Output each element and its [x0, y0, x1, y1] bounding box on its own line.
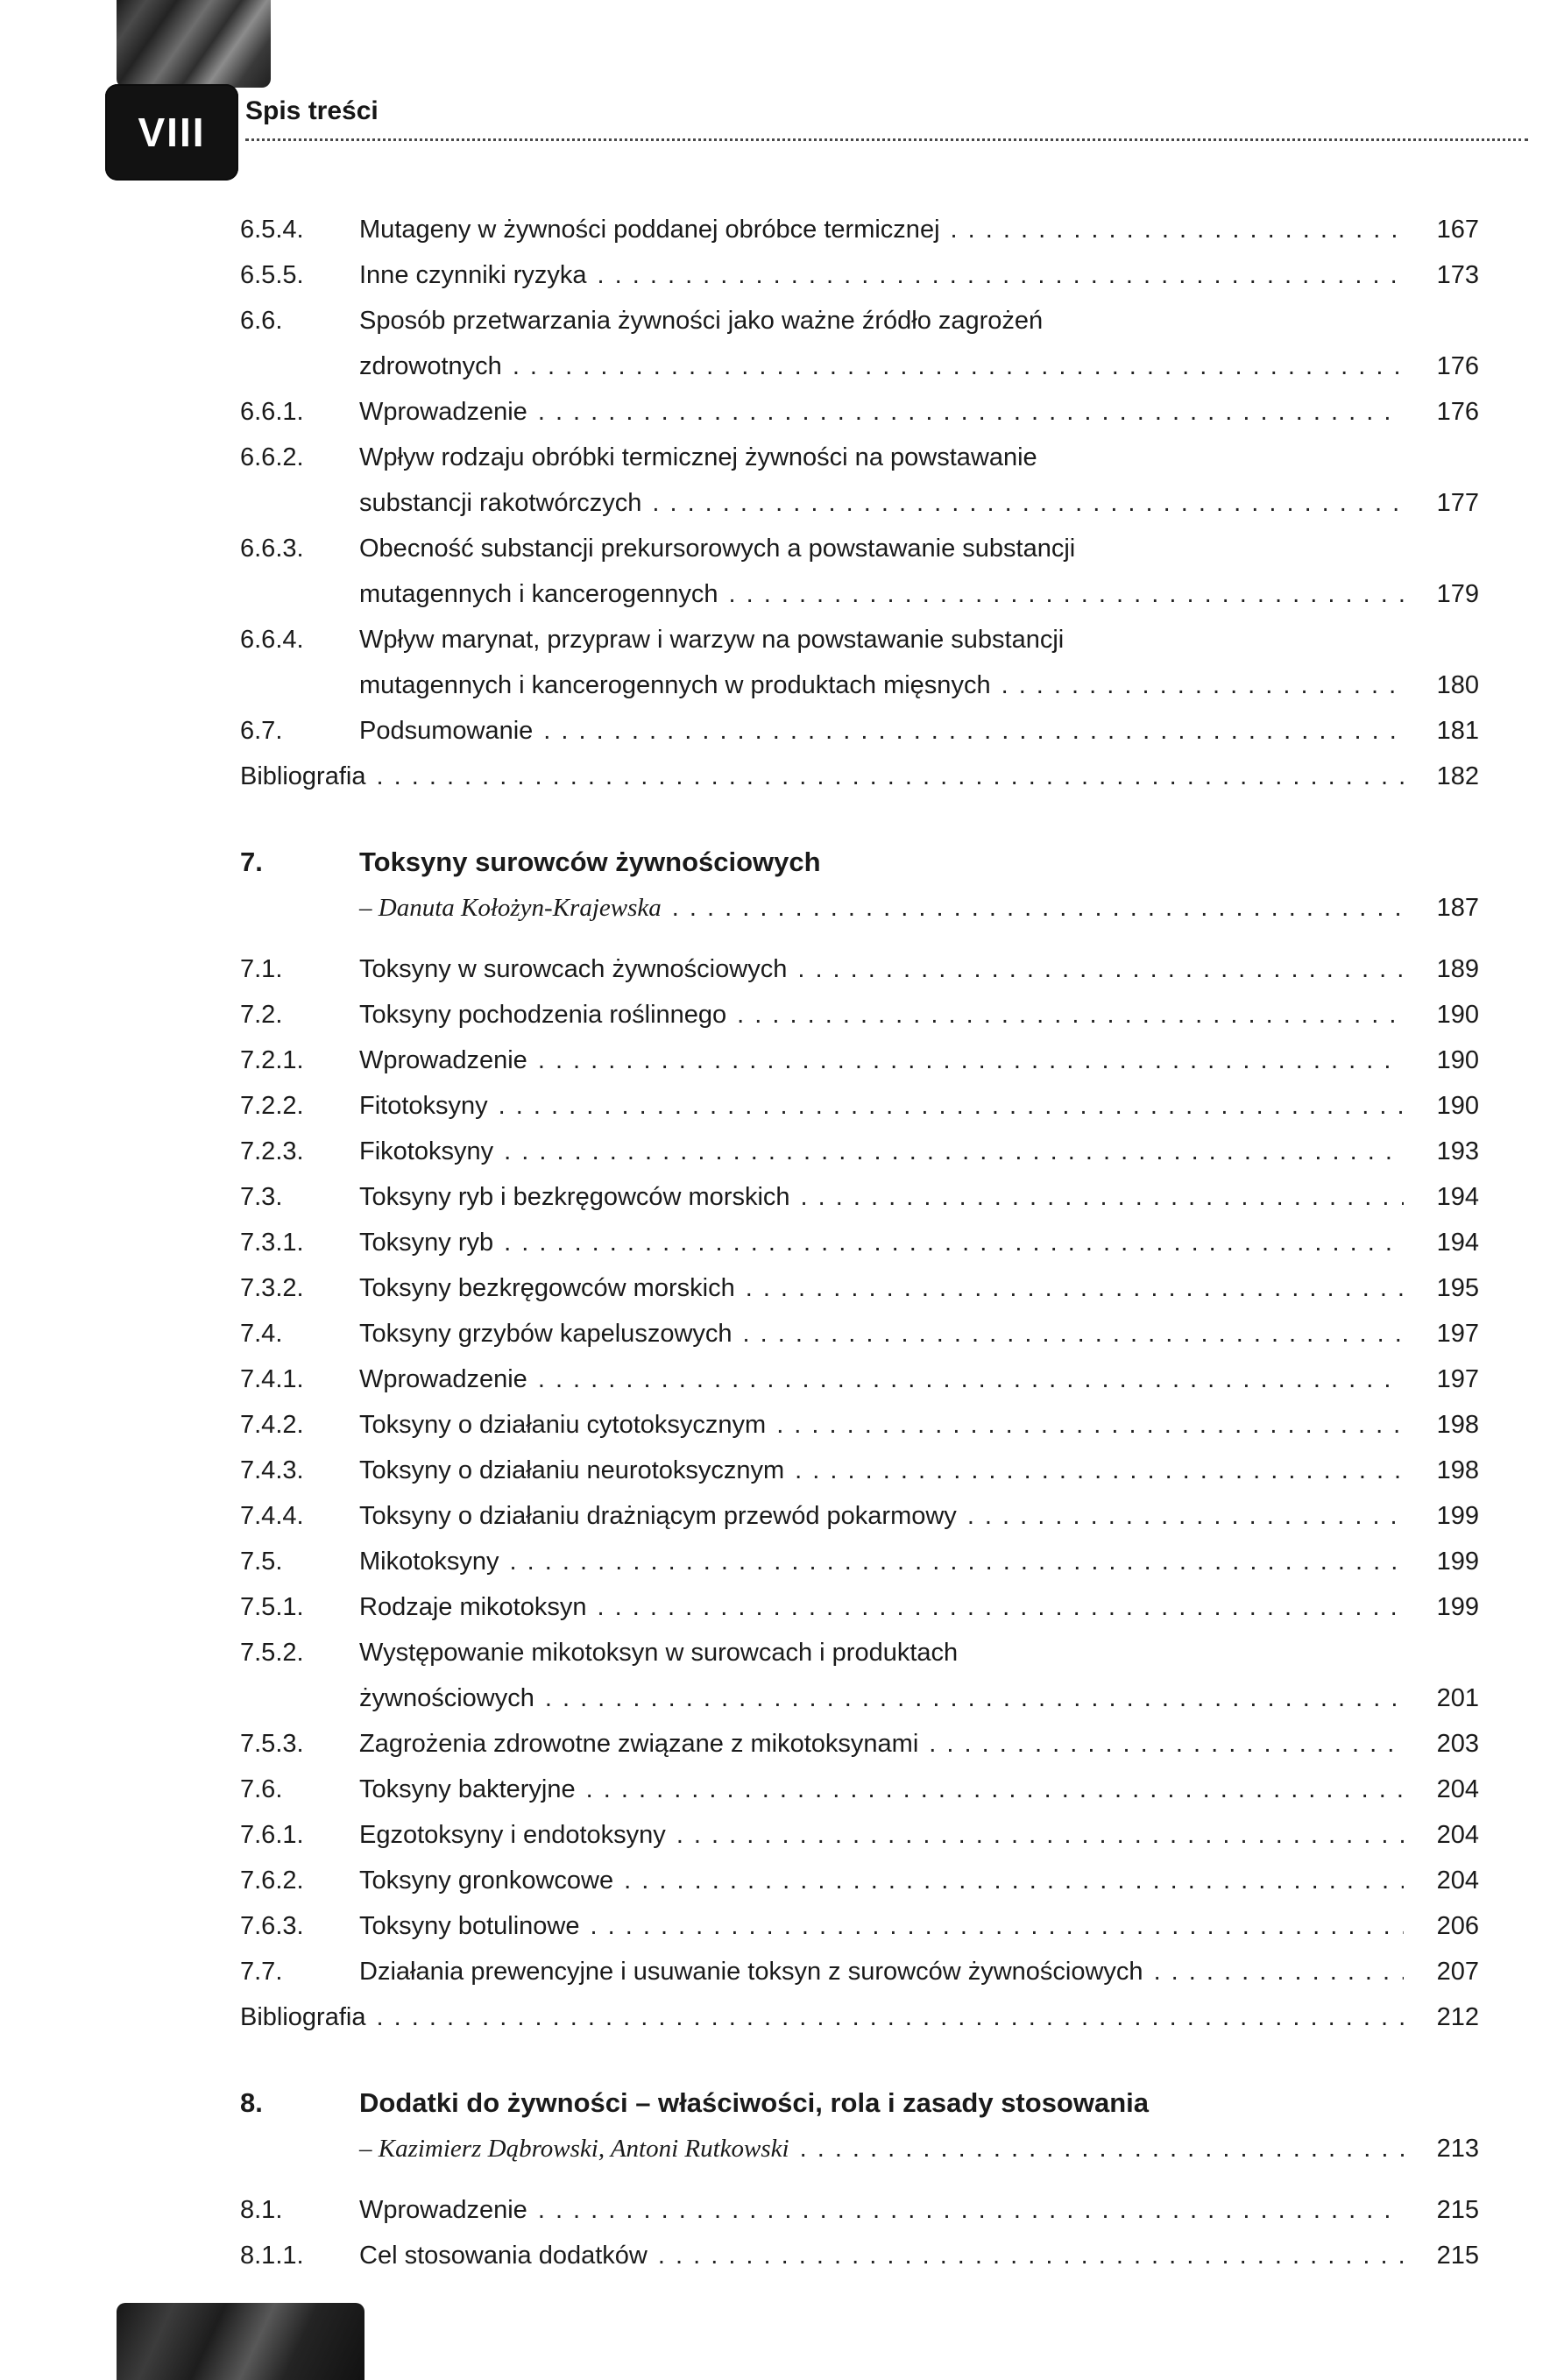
- toc-page-number: 199: [1436, 1548, 1479, 1576]
- toc-entry-title: substancji rakotwórczych: [359, 489, 642, 517]
- toc-entry-number: 7.7.: [240, 1958, 283, 1986]
- toc-page-number: 180: [1436, 671, 1479, 699]
- toc-page-number: 176: [1436, 398, 1479, 426]
- dot-leader: [624, 1858, 1404, 1903]
- dot-leader: [598, 1584, 1405, 1630]
- toc-entry-number: 6.5.4.: [240, 216, 304, 244]
- dot-leader: [800, 2126, 1404, 2171]
- dot-leader: [658, 2233, 1404, 2278]
- toc-entry-number: 6.5.5.: [240, 261, 304, 289]
- toc-entry-number: 6.6.3.: [240, 535, 304, 563]
- toc-entry-line: [240, 662, 1479, 708]
- toc-entry-title: Mutageny w żywności poddanej obróbce termicznej: [359, 216, 940, 244]
- toc-entry-number: 7.6.: [240, 1775, 283, 1803]
- toc-page-number: 167: [1436, 216, 1479, 244]
- dot-leader: [590, 1903, 1404, 1949]
- toc-entry-title: Bibliografia: [240, 762, 366, 790]
- toc-entry-line: [240, 754, 1479, 799]
- toc-entry-number: 7.6.2.: [240, 1866, 304, 1895]
- toc-entry-title: Rodzaje mikotoksyn: [359, 1593, 587, 1621]
- toc-entry-number: 7.5.3.: [240, 1730, 304, 1758]
- toc-entry-line: [240, 2187, 1479, 2233]
- toc-page-number: 213: [1436, 2135, 1479, 2163]
- toc-entry-line: [240, 1129, 1479, 1174]
- toc-page-number: 187: [1436, 894, 1479, 922]
- toc-entry-line: [240, 571, 1479, 617]
- toc-entry-number: 6.6.1.: [240, 398, 304, 426]
- chapter-art-bottom-image: [117, 2303, 364, 2380]
- toc-entry-line: [240, 435, 1479, 480]
- toc-entry-number: 7.2.3.: [240, 1137, 304, 1165]
- toc-entry-title: Toksyny surowców żywnościowych: [359, 846, 821, 877]
- toc-page-number: 207: [1436, 1958, 1479, 1986]
- toc-entry-number: 7.4.: [240, 1320, 283, 1348]
- toc-entry-line: [240, 1448, 1479, 1493]
- toc-entry-title: Toksyny ryb i bezkręgowców morskich: [359, 1183, 790, 1211]
- toc-entry-number: 8.: [240, 2087, 263, 2118]
- toc-entry-line: [240, 617, 1479, 662]
- toc-page-number: 190: [1436, 1092, 1479, 1120]
- toc-entry-number: 7.2.: [240, 1001, 283, 1029]
- toc-entry-title: mutagennych i kancerogennych: [359, 580, 718, 608]
- dot-leader: [728, 571, 1404, 617]
- toc-entry-number: 7.3.: [240, 1183, 283, 1211]
- toc-entry-line: [240, 1265, 1479, 1311]
- toc-entry-line: [240, 946, 1479, 992]
- toc-entry-title: Inne czynniki ryzyka: [359, 261, 587, 289]
- toc-page-number: 179: [1436, 580, 1479, 608]
- toc-entry-line: [240, 1402, 1479, 1448]
- toc-entry-title: Wprowadzenie: [359, 1365, 527, 1393]
- toc-page-number: 203: [1436, 1730, 1479, 1758]
- chapter-author: – Kazimierz Dąbrowski, Antoni Rutkowski: [359, 2135, 789, 2163]
- toc-page-number: 190: [1436, 1001, 1479, 1029]
- chapter-author-line: [240, 885, 1479, 931]
- toc-entry-line: [240, 1812, 1479, 1858]
- dot-leader: [499, 1083, 1404, 1129]
- toc-entry-title: Wpływ marynat, przypraw i warzyw na powstawanie substancji: [359, 626, 1065, 654]
- toc-entry-title: Występowanie mikotoksyn w surowcach i produktach: [359, 1639, 959, 1667]
- toc-entry-title: Cel stosowania dodatków: [359, 2242, 648, 2270]
- toc-entry-number: 7.6.1.: [240, 1821, 304, 1849]
- page-header: [245, 96, 1528, 141]
- toc-entry-line: [240, 1356, 1479, 1402]
- toc-entry-title: Wprowadzenie: [359, 2196, 527, 2224]
- toc-entry-line: [240, 298, 1479, 344]
- toc-entry-line: [240, 1994, 1479, 2040]
- toc-entry-line: [240, 252, 1479, 298]
- toc-entry-line: [240, 1630, 1479, 1675]
- chapter-author: – Danuta Kołożyn-Krajewska: [359, 894, 662, 922]
- toc-entry-title: Wprowadzenie: [359, 398, 527, 426]
- toc-page-number: 194: [1436, 1229, 1479, 1257]
- toc-entry-number: 7.: [240, 846, 263, 877]
- toc-entry-line: [240, 2233, 1479, 2278]
- toc-entry-title: żywnościowych: [359, 1684, 534, 1712]
- chapter-heading: [240, 2080, 1479, 2126]
- toc-page-number: 215: [1436, 2242, 1479, 2270]
- dot-leader: [376, 1994, 1404, 2040]
- toc-entry-line: [240, 708, 1479, 754]
- toc-entry-number: 7.4.2.: [240, 1411, 304, 1439]
- toc-page-number: 201: [1436, 1684, 1479, 1712]
- toc-entry-title: Sposób przetwarzania żywności jako ważne źródło zagrożeń: [359, 307, 1044, 335]
- toc-entry-number: 7.2.2.: [240, 1092, 304, 1120]
- toc-entry-line: [240, 207, 1479, 252]
- dot-leader: [672, 885, 1404, 931]
- toc-page-number: 204: [1436, 1775, 1479, 1803]
- dot-leader: [743, 1311, 1404, 1356]
- toc-page-number: 189: [1436, 955, 1479, 983]
- toc-entry-number: 6.7.: [240, 717, 283, 745]
- dot-leader: [538, 1038, 1404, 1083]
- toc-entry-number: 7.5.: [240, 1548, 283, 1576]
- toc-page-number: 194: [1436, 1183, 1479, 1211]
- toc-page-number: 181: [1436, 717, 1479, 745]
- toc-entry-line: [240, 1174, 1479, 1220]
- toc-entry-number: 8.1.: [240, 2196, 283, 2224]
- dot-leader: [801, 1174, 1404, 1220]
- toc-entry-title: Obecność substancji prekursorowych a powstawanie substancji: [359, 535, 1076, 563]
- dot-leader: [795, 1448, 1404, 1493]
- toc-entry-number: 7.4.3.: [240, 1456, 304, 1484]
- dot-leader: [586, 1767, 1404, 1812]
- toc-page-number: 212: [1436, 2003, 1479, 2031]
- dot-leader: [929, 1721, 1404, 1767]
- toc-entry-title: Wprowadzenie: [359, 1046, 527, 1074]
- toc-page-number: 177: [1436, 489, 1479, 517]
- dot-leader: [538, 389, 1404, 435]
- page-title: Spis treści: [245, 96, 379, 125]
- toc-entry-line: [240, 1949, 1479, 1994]
- toc-entry-number: 7.5.1.: [240, 1593, 304, 1621]
- toc-entry-title: Toksyny pochodzenia roślinnego: [359, 1001, 727, 1029]
- toc-entry-title: Zagrożenia zdrowotne związane z mikotoksynami: [359, 1730, 919, 1758]
- toc-page-number: 199: [1436, 1593, 1479, 1621]
- toc-entry-number: 7.4.1.: [240, 1365, 304, 1393]
- toc-entry-line: [240, 1311, 1479, 1356]
- toc-entry-title: Bibliografia: [240, 2003, 366, 2031]
- page-number-roman: VIII: [138, 110, 206, 155]
- toc-page-number: 176: [1436, 352, 1479, 380]
- dot-leader: [737, 992, 1404, 1038]
- dot-leader: [1154, 1949, 1404, 1994]
- toc-entry-line: [240, 1721, 1479, 1767]
- toc-entry-title: Toksyny ryb: [359, 1229, 494, 1257]
- dot-leader: [1001, 662, 1404, 708]
- dot-leader: [538, 2187, 1404, 2233]
- toc-entry-title: Toksyny bezkręgowców morskich: [359, 1274, 735, 1302]
- toc-entry-number: 7.3.2.: [240, 1274, 304, 1302]
- toc-entry-number: 6.6.: [240, 307, 283, 335]
- toc-entry-line: [240, 1858, 1479, 1903]
- page-number-badge: [105, 84, 238, 181]
- toc-entry-title: Działania prewencyjne i usuwanie toksyn z surowców żywnościowych: [359, 1958, 1143, 1986]
- toc-entry-title: Podsumowanie: [359, 717, 534, 745]
- toc-entry-line: [240, 1675, 1479, 1721]
- chapter-heading: [240, 839, 1479, 885]
- dot-leader: [797, 946, 1404, 992]
- toc-entry-title: Toksyny o działaniu cytotoksycznym: [359, 1411, 767, 1439]
- dot-leader: [967, 1493, 1404, 1539]
- dot-leader: [504, 1220, 1404, 1265]
- toc-entry-title: Fitotoksyny: [359, 1092, 488, 1120]
- toc-entry-line: [240, 1584, 1479, 1630]
- toc-entry-number: 7.1.: [240, 955, 283, 983]
- toc-entry-line: [240, 1539, 1479, 1584]
- toc-entry-title: Fikotoksyny: [359, 1137, 494, 1165]
- toc-entry-line: [240, 1220, 1479, 1265]
- toc-page-number: 197: [1436, 1365, 1479, 1393]
- toc-page-number: 193: [1436, 1137, 1479, 1165]
- dot-leader: [951, 207, 1404, 252]
- toc-page-number: 173: [1436, 261, 1479, 289]
- toc-entry-number: 7.2.1.: [240, 1046, 304, 1074]
- toc-entry-title: Wpływ rodzaju obróbki termicznej żywności na powstawanie: [359, 443, 1037, 471]
- toc-entry-line: [240, 1493, 1479, 1539]
- toc-page-number: 204: [1436, 1866, 1479, 1895]
- dot-leader: [504, 1129, 1404, 1174]
- toc-entry-title: Toksyny bakteryjne: [359, 1775, 576, 1803]
- toc-entry-number: 7.3.1.: [240, 1229, 304, 1257]
- toc-page-number: 197: [1436, 1320, 1479, 1348]
- toc-page-number: 190: [1436, 1046, 1479, 1074]
- toc-entry-line: [240, 389, 1479, 435]
- toc-entry-title: Toksyny o działaniu drażniącym przewód pokarmowy: [359, 1502, 957, 1530]
- dot-leader: [510, 1539, 1404, 1584]
- toc-list: [240, 207, 1479, 2278]
- toc-entry-title: mutagennych i kancerogennych w produktach mięsnych: [359, 671, 991, 699]
- toc-page-number: 182: [1436, 762, 1479, 790]
- toc-entry-title: Mikotoksyny: [359, 1548, 499, 1576]
- toc-entry-title: Toksyny o działaniu neurotoksycznym: [359, 1456, 785, 1484]
- toc-entry-number: 7.4.4.: [240, 1502, 304, 1530]
- toc-entry-number: 6.6.2.: [240, 443, 304, 471]
- chapter-art-top-image: [117, 0, 271, 88]
- toc-entry-line: [240, 992, 1479, 1038]
- toc-entry-line: [240, 344, 1479, 389]
- toc-page-number: 195: [1436, 1274, 1479, 1302]
- dot-leader: [513, 344, 1404, 389]
- toc-entry-line: [240, 480, 1479, 526]
- toc-entry-number: 7.6.3.: [240, 1912, 304, 1940]
- toc-entry-title: Toksyny w surowcach żywnościowych: [359, 955, 788, 983]
- toc-entry-title: Toksyny grzybów kapeluszowych: [359, 1320, 733, 1348]
- toc-page-number: 215: [1436, 2196, 1479, 2224]
- chapter-author-line: [240, 2126, 1479, 2171]
- toc-entry-line: [240, 1903, 1479, 1949]
- dot-leader: [545, 1675, 1404, 1721]
- toc-page-number: 206: [1436, 1912, 1479, 1940]
- dot-leader: [676, 1812, 1404, 1858]
- toc-entry-title: Dodatki do żywności – właściwości, rola i zasady stosowania: [359, 2087, 1150, 2118]
- toc-entry-line: [240, 1038, 1479, 1083]
- toc-entry-number: 6.6.4.: [240, 626, 304, 654]
- toc-page-number: 198: [1436, 1456, 1479, 1484]
- toc-entry-title: Toksyny botulinowe: [359, 1912, 580, 1940]
- toc-entry-line: [240, 1767, 1479, 1812]
- toc-entry-line: [240, 1083, 1479, 1129]
- toc-entry-title: Toksyny gronkowcowe: [359, 1866, 614, 1895]
- toc-entry-number: 7.5.2.: [240, 1639, 304, 1667]
- toc-entry-title: zdrowotnych: [359, 352, 502, 380]
- dot-leader: [598, 252, 1405, 298]
- toc-entry-title: Egzotoksyny i endotoksyny: [359, 1821, 666, 1849]
- toc-page-number: 198: [1436, 1411, 1479, 1439]
- dot-leader: [746, 1265, 1404, 1311]
- toc-entry-number: 8.1.1.: [240, 2242, 304, 2270]
- dot-leader: [376, 754, 1404, 799]
- toc-page-number: 204: [1436, 1821, 1479, 1849]
- dot-leader: [543, 708, 1404, 754]
- toc-entry-line: [240, 526, 1479, 571]
- dot-leader: [538, 1356, 1404, 1402]
- dot-leader: [652, 480, 1404, 526]
- toc-page-number: 199: [1436, 1502, 1479, 1530]
- dot-leader: [776, 1402, 1404, 1448]
